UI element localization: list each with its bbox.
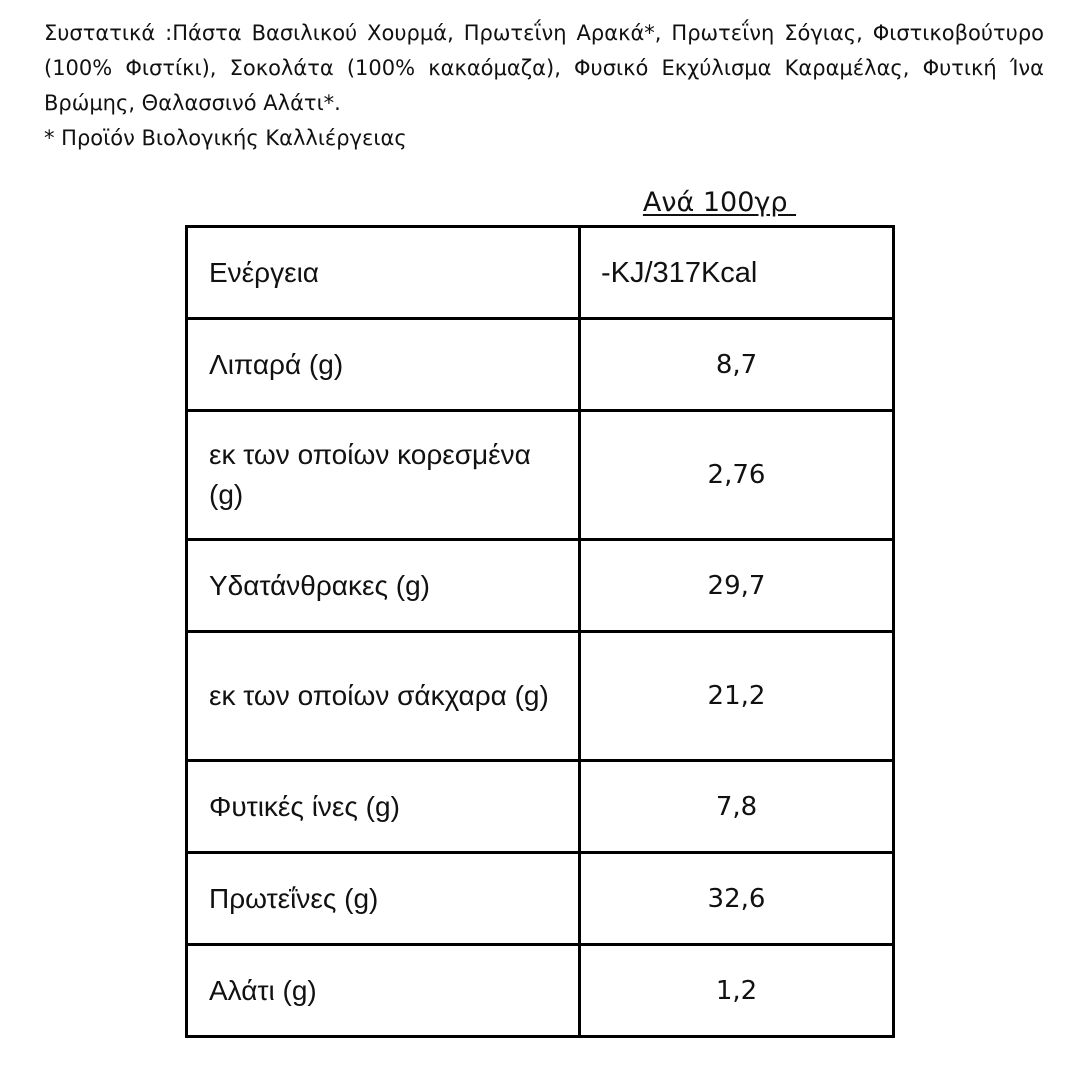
- row-value-sugars: 21,2: [580, 632, 894, 761]
- row-label-fiber: Φυτικές ίνες (g): [187, 761, 580, 853]
- row-value-carbohydrates: 29,7: [580, 540, 894, 632]
- table-row: [187, 853, 894, 945]
- row-value-salt: 1,2: [580, 945, 894, 1037]
- row-label-fat: Λιπαρά (g): [187, 319, 580, 411]
- table-row: [187, 945, 894, 1037]
- table-row: [187, 761, 894, 853]
- row-label-saturated: εκ των οποίων κορεσμένα (g): [187, 411, 580, 540]
- table-row: [187, 227, 894, 319]
- ingredients-text: Συστατικά :Πάστα Βασιλικού Χουρμά, Πρωτεΐνη Αρακά*, Πρωτεΐνη Σόγιας, Φιστικοβούτυρο (100% Φιστίκι), Σοκολάτα (100% κακαόμαζα), Φυσικό Εκχύλισμα Καραμέλας, Φυτική Ίνα Βρώμης, Θαλασσινό Αλάτι*.: [44, 21, 1044, 115]
- row-label-sugars: εκ των οποίων σάκχαρα (g): [187, 632, 580, 761]
- row-label-salt: Αλάτι (g): [187, 945, 580, 1037]
- row-value-protein: 32,6: [580, 853, 894, 945]
- table-row: [187, 411, 894, 540]
- row-value-saturated: 2,76: [580, 411, 894, 540]
- row-label-energy: Ενέργεια: [187, 227, 580, 319]
- row-value-fiber: 7,8: [580, 761, 894, 853]
- table-row: [187, 632, 894, 761]
- table-row: [187, 319, 894, 411]
- table-row: [187, 540, 894, 632]
- ingredients-section: [44, 16, 1044, 156]
- per-100g-header: Ανά 100γρ: [642, 187, 797, 218]
- row-label-protein: Πρωτεΐνες (g): [187, 853, 580, 945]
- row-value-energy: -KJ/317Kcal: [580, 227, 894, 319]
- row-value-fat: 8,7: [580, 319, 894, 411]
- nutrition-table: [185, 225, 895, 1038]
- organic-note: * Προϊόν Βιολογικής Καλλιέργειας: [44, 126, 407, 150]
- row-label-carbohydrates: Υδατάνθρακες (g): [187, 540, 580, 632]
